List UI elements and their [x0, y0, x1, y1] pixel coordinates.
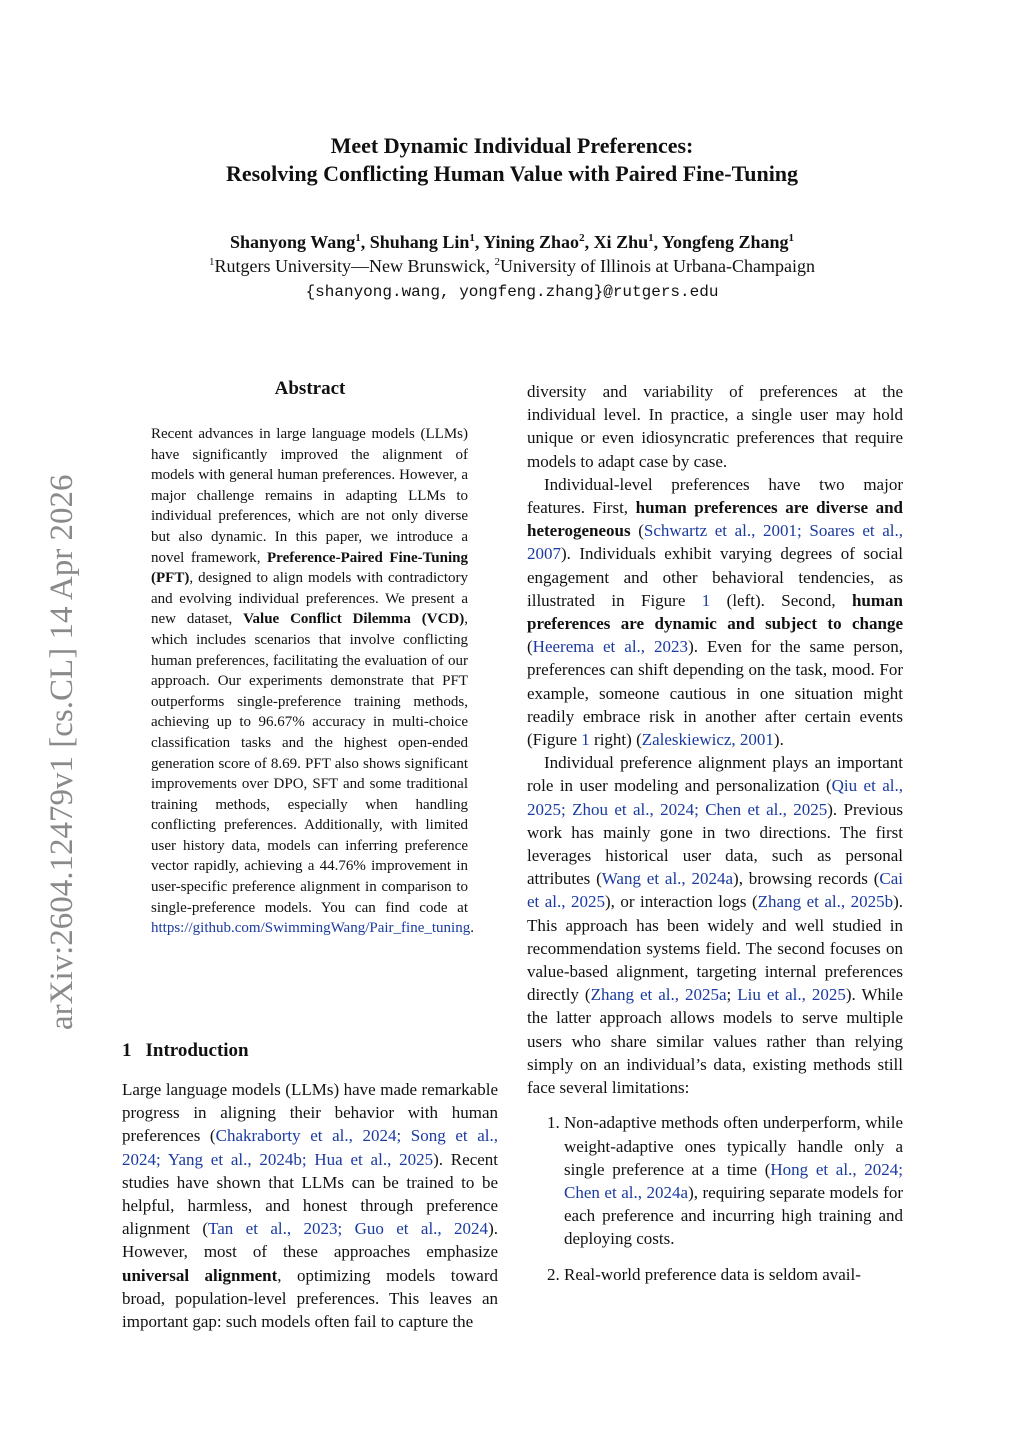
text-run: ), or interaction logs (	[605, 892, 758, 912]
right-column-content	[527, 380, 903, 1298]
text-run: right) (	[589, 730, 642, 750]
author-separator: ,	[584, 232, 594, 252]
abstract-text	[151, 424, 474, 939]
text-run: Individual-level preferences have two major features. First,	[527, 474, 903, 518]
author-name: Xi Zhu	[593, 232, 649, 252]
section-title: Introduction	[145, 1040, 249, 1061]
paragraph-continuation	[527, 380, 903, 473]
text-run-continued: diversity and variability of preferences at the individual level. In practice, a single user may hold unique or even idiosyncratic preferences that require models to adapt case by case.	[527, 382, 903, 471]
abstract-text-run: , designed to align models with contradictory and evolving individual preferences. We present a new dataset,	[151, 570, 468, 628]
text-run: ), requiring separate models for each preference and incurring high training and deploying costs.	[564, 1182, 904, 1249]
text-run: ;	[726, 985, 738, 1005]
emphasis: human preferences are diverse and heterogeneous	[527, 498, 903, 541]
code-repository-link[interactable]: https://github.com/SwimmingWang/Pair_fine_tuning	[151, 920, 471, 937]
affiliation-marker: 1	[355, 232, 361, 244]
author-separator: ,	[360, 232, 370, 252]
citation-link[interactable]: Heerema et al., 2023	[532, 637, 689, 657]
author-names	[0, 230, 1024, 254]
abstract-text-run: .	[470, 920, 474, 937]
affiliation-1: Rutgers University—New Brunswick,	[214, 256, 495, 276]
list-item	[564, 1263, 903, 1286]
citation-link[interactable]: Schwartz et al., 2001; Soares et al., 2007	[527, 521, 903, 564]
citation-link[interactable]: Zhang et al., 2025b	[757, 892, 894, 912]
emphasis: human preferences are dynamic and subject to change	[527, 590, 903, 634]
author-name: Shuhang Lin	[369, 232, 470, 252]
citation-link[interactable]: Tan et al., 2023; Guo et al., 2024	[208, 1219, 489, 1239]
section-heading-introduction	[122, 1040, 249, 1062]
affiliation-marker: 1	[469, 232, 475, 244]
text-run: ).	[773, 730, 784, 750]
affiliation-marker: 1	[209, 256, 215, 268]
text-run: Real-world preference data is seldom avail-	[564, 1264, 861, 1284]
dataset-name: Value Conflict Dilemma (VCD)	[243, 611, 465, 628]
left-column-text	[122, 1078, 498, 1333]
text-run: ), browsing records (	[733, 869, 880, 889]
text-run: (	[527, 637, 533, 657]
paragraph	[527, 473, 903, 751]
text-run: ). Individuals exhibit varying degrees of social engagement and other behavioral tendencies, as illustrated in Figure	[527, 544, 903, 610]
text-run: (left). Second,	[710, 590, 852, 610]
abstract-text-run: , which includes scenarios that involve conflicting human preferences, facilitating the evaluation of our approach. Our experiments demonstrate that PFT outperforms single-preference training methods, achieving up to 96.67% accuracy in multi-choice classification tasks and the highest open-ended generation score of 8.69. PFT also shows significant improvements over DPO, SFT and some traditional training methods, especially when handling conflicting preferences. Additionally, with limited user history data, models can inferring preference vector rapidly, achieving a 44.76% improvement in user-specific preference alignment in comparison to single-preference models. You can find code at	[151, 611, 468, 916]
title-line-2: Resolving Conflicting Human Value with Paired Fine-Tuning	[225, 161, 799, 186]
abstract-text-run: Recent advances in large language models (LLMs) have significantly improved the alignment of models with general human preferences. However, a major challenge remains in adapting LLMs to individual preferences, which are not only diverse but also dynamic. In this paper, we introduce a novel framework,	[151, 426, 468, 566]
affiliation-marker: 1	[648, 232, 654, 244]
affiliation-marker: 2	[494, 256, 501, 268]
text-run: ). This approach has been widely and well studied in recommendation systems field. The second focuses on value-based alignment, targeting internal preferences directly (	[527, 892, 903, 1005]
text-run: ). Recent studies have shown that LLMs can be trained to be helpful, harmless, and honest through preference alignment (	[122, 1149, 499, 1239]
text-run: Large language models (LLMs) have made remarkable progress in aligning their behavior with human preferences (	[122, 1080, 498, 1146]
author-emails: {shanyong.wang, yongfeng.zhang}@rutgers.edu	[305, 283, 719, 301]
figure-reference-link[interactable]: 1	[701, 590, 711, 610]
paragraph	[527, 751, 903, 1099]
author-name: Yining Zhao	[483, 232, 580, 252]
paper-title	[0, 132, 1024, 188]
text-run: Non-adaptive methods often underperform, while weight-adaptive ones typically handle only a single preference at a time (	[564, 1113, 903, 1179]
abstract-heading: Abstract	[274, 378, 346, 399]
text-run: ). Even for the same person, preferences can shift depending on the task, mood. For example, someone cautious in one situation might readily embrace risk in another after certain events (Figure	[527, 637, 903, 750]
citation-link[interactable]: Hong et al., 2024; Chen et al., 2024a	[564, 1159, 903, 1202]
section-number: 1	[122, 1040, 132, 1061]
affiliation-2: University of Illinois at Urbana-Champaign	[500, 256, 815, 276]
citation-link[interactable]: Zhang et al., 2025a	[590, 985, 727, 1005]
list-item	[564, 1111, 903, 1250]
text-run: ). However, most of these approaches emphasize	[122, 1219, 498, 1262]
text-run: ). While the latter approach allows models to serve multiple users who share similar values rather than relying simply on an individual’s data, existing methods still face several limitations:	[527, 985, 903, 1098]
affiliation-marker: 2	[579, 232, 585, 244]
author-name: Shanyong Wang	[230, 232, 356, 252]
author-separator: ,	[653, 232, 662, 252]
text-run: ). Previous work has mainly gone in two directions. The first leverages historical user data, such as personal attributes (	[527, 799, 903, 889]
citation-link[interactable]: Cai et al., 2025	[527, 869, 904, 912]
citation-link[interactable]: Zaleskiewicz, 2001	[641, 730, 774, 750]
text-run: , optimizing models toward broad, population-level preferences. This leaves an important gap: such models often fail to capture the	[122, 1265, 498, 1332]
arxiv-identifier-stamp: arXiv:2604.12479v1 [cs.CL] 14 Apr 2026	[44, 474, 80, 1030]
author-separator: ,	[474, 232, 484, 252]
citation-link[interactable]: Wang et al., 2024a	[601, 869, 734, 889]
paragraph	[122, 1078, 498, 1333]
author-block	[0, 230, 1024, 304]
author-name: Yongfeng Zhang	[661, 232, 789, 252]
text-run: (	[630, 521, 644, 541]
citation-link[interactable]: Chakraborty et al., 2024; Song et al., 2024; Yang et al., 2024b; Hua et al., 2025	[122, 1126, 498, 1169]
text-run: Individual preference alignment plays an important role in user modeling and personalization (	[527, 753, 903, 796]
limitations-list	[527, 1111, 903, 1285]
citation-link[interactable]: Qiu et al., 2025; Zhou et al., 2024; Chen et al., 2025	[527, 776, 903, 819]
emphasis: universal alignment	[122, 1265, 278, 1285]
figure-reference-link[interactable]: 1	[581, 730, 590, 750]
title-line-1: Meet Dynamic Individual Preferences:	[330, 133, 694, 158]
method-name: Preference-Paired Fine-Tuning (PFT)	[151, 549, 468, 587]
affiliation-marker: 1	[788, 232, 794, 244]
affiliations	[0, 254, 1024, 278]
citation-link[interactable]: Liu et al., 2025	[737, 985, 846, 1005]
